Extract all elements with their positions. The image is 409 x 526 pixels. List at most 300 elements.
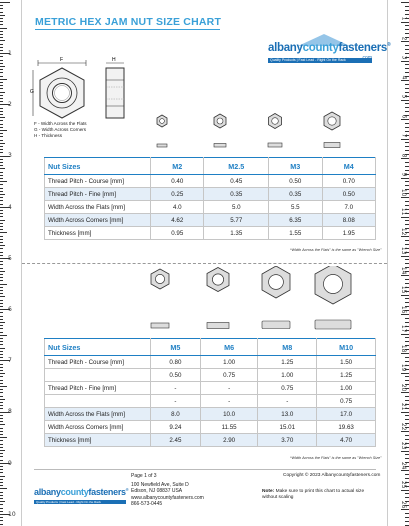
ruler-tick <box>405 107 409 108</box>
logo-wordmark: albanycountyfasteners® <box>268 42 391 54</box>
label-g: G <box>30 89 34 95</box>
column-header: M6 <box>200 339 258 356</box>
ruler-tick <box>405 435 409 436</box>
ruler-number: 22 <box>400 422 408 430</box>
ruler-tick <box>405 6 409 7</box>
ruler-tick <box>0 165 3 166</box>
ruler-tick <box>0 268 3 269</box>
table-cell: - <box>151 395 201 408</box>
ruler-tick <box>0 437 7 438</box>
ruler-tick <box>405 131 409 132</box>
ruler-tick <box>405 419 409 420</box>
column-header: M8 <box>258 339 317 356</box>
table-cell: 8.0 <box>151 408 201 421</box>
row-label: Width Across Corners [mm] <box>45 214 151 227</box>
ruler-number: 1 <box>8 50 12 57</box>
ruler-number: 23 <box>400 441 408 450</box>
ruler-tick <box>0 162 3 163</box>
ruler-tick <box>401 197 409 198</box>
ruler-number: 1 <box>400 16 408 21</box>
ruler-tick <box>0 261 3 262</box>
ruler-number: 10 <box>8 510 16 518</box>
ruler-tick <box>401 373 409 374</box>
ruler-tick <box>401 295 409 296</box>
company-address <box>131 482 204 508</box>
note-text: Make sure to print this chart to actual size without scaling <box>262 489 365 500</box>
ruler-tick <box>0 389 3 390</box>
ruler-tick <box>405 439 409 440</box>
ruler-number: 18 <box>400 344 408 352</box>
size-table-2 <box>44 338 376 447</box>
table-cell: 3.70 <box>258 434 317 447</box>
cut-line <box>22 263 387 264</box>
ruler-tick <box>0 220 5 221</box>
ruler-tick <box>405 283 409 284</box>
ruler-tick <box>0 76 3 77</box>
ruler-tick <box>405 14 409 15</box>
ruler-tick <box>405 240 409 241</box>
ruler-tick <box>0 495 3 496</box>
table-cell: 0.70 <box>322 175 376 188</box>
ruler-tick <box>0 232 7 233</box>
ruler-tick <box>0 194 5 195</box>
ruler-tick <box>0 210 3 211</box>
ruler-tick <box>405 45 409 46</box>
hex-nut-diagram <box>30 56 130 120</box>
ruler-tick <box>0 101 3 102</box>
ruler-tick <box>0 172 3 173</box>
ruler-tick <box>0 63 3 64</box>
ruler-tick <box>405 205 409 206</box>
ruler-tick <box>0 188 3 189</box>
ruler-tick <box>0 242 3 243</box>
ruler-tick <box>405 302 409 303</box>
ruler-tick <box>401 314 409 315</box>
ruler-tick <box>0 344 3 345</box>
ruler-tick <box>0 37 3 38</box>
table-cell: 1.25 <box>317 369 376 382</box>
ruler-number: 4 <box>400 75 408 79</box>
ruler-tick <box>405 201 409 202</box>
table-cell: - <box>200 395 258 408</box>
ruler-tick <box>0 399 5 400</box>
ruler-number: 21 <box>400 402 408 411</box>
ruler-tick <box>0 472 3 473</box>
print-note <box>262 489 380 501</box>
ruler-tick <box>0 229 3 230</box>
size-table-1 <box>44 157 376 240</box>
ruler-tick <box>401 217 409 218</box>
ruler-tick <box>0 431 3 432</box>
ruler-tick <box>0 5 3 6</box>
ruler-tick <box>401 431 409 432</box>
table-header-row <box>45 158 376 175</box>
table-cell: 0.35 <box>204 188 269 201</box>
ruler-number: 7 <box>8 357 12 365</box>
wrench-size-note-2: *Width Across the Flats" is the same as "Wrench Size" <box>290 456 382 460</box>
ruler-tick <box>401 158 409 159</box>
ruler-tick <box>0 492 3 493</box>
ruler-number: 6 <box>400 114 408 118</box>
ruler-tick <box>0 245 5 246</box>
table-cell: 2.45 <box>151 434 201 447</box>
ruler-tick <box>0 460 3 461</box>
ruler-tick <box>0 252 3 253</box>
ruler-tick <box>0 380 3 381</box>
table-cell: 0.40 <box>151 175 204 188</box>
ruler-tick <box>0 213 3 214</box>
nut-icon-m10 <box>315 266 351 329</box>
ruler-number: 19 <box>400 363 408 372</box>
table-row <box>45 214 376 227</box>
ruler-tick <box>0 44 3 45</box>
ruler-tick <box>401 80 409 81</box>
ruler-tick <box>0 136 3 137</box>
table-row <box>45 434 376 447</box>
ruler-number: 8 <box>400 153 408 157</box>
ruler-tick <box>0 92 5 93</box>
ruler-tick <box>0 146 3 147</box>
ruler-number: 20 <box>400 383 408 391</box>
ruler-number: 12 <box>400 227 408 235</box>
ruler-tick <box>0 226 3 227</box>
ruler-tick <box>405 84 409 85</box>
ruler-tick <box>405 49 409 50</box>
nut-sizes-header: Nut Sizes <box>45 339 151 356</box>
ruler-tick <box>405 150 409 151</box>
ruler-tick <box>405 357 409 358</box>
ruler-tick <box>0 524 3 525</box>
ruler-tick <box>401 236 409 237</box>
ruler-tick <box>0 440 3 441</box>
ruler-tick <box>0 72 3 73</box>
table-cell: 0.50 <box>269 175 322 188</box>
ruler-tick <box>405 181 409 182</box>
ruler-tick <box>0 370 3 371</box>
ruler-tick <box>405 64 409 65</box>
ruler-tick <box>0 408 3 409</box>
legend-f: F - Width Across the Flats <box>34 121 87 126</box>
ruler-number: 2 <box>400 36 408 40</box>
row-label: Width Across Corners [mm] <box>45 421 151 434</box>
ruler-tick <box>405 376 409 377</box>
ruler-tick <box>405 25 409 26</box>
ruler-tick <box>0 479 3 480</box>
ruler-tick <box>0 386 7 387</box>
ruler-tick <box>405 142 409 143</box>
row-label: Thread Pitch - Fine [mm] <box>45 382 151 395</box>
ruler-tick <box>405 454 409 455</box>
table-cell: 4.62 <box>151 214 204 227</box>
ruler-tick <box>0 191 3 192</box>
column-header: M4 <box>322 158 376 175</box>
ruler-tick <box>0 453 3 454</box>
table-row <box>45 382 376 395</box>
ruler-tick <box>405 458 409 459</box>
ruler-tick <box>401 470 409 471</box>
ruler-tick <box>401 334 409 335</box>
ruler-tick <box>0 152 3 153</box>
table-row <box>45 369 376 382</box>
table-cell: 0.95 <box>151 227 204 240</box>
ruler-tick <box>0 255 3 256</box>
ruler-tick <box>0 280 3 281</box>
ruler-tick <box>0 335 7 336</box>
table-row <box>45 421 376 434</box>
ruler-tick <box>0 328 3 329</box>
ruler-tick <box>0 85 3 86</box>
column-header: M2 <box>151 158 204 175</box>
ruler-tick <box>405 92 409 93</box>
ruler-tick <box>0 450 5 451</box>
row-label: Thickness [mm] <box>45 434 151 447</box>
ruler-tick <box>0 287 3 288</box>
ruler-tick <box>0 357 3 358</box>
ruler-tick <box>405 318 409 319</box>
table-cell: 0.75 <box>258 382 317 395</box>
footer-logo-tagline: Quality Products | Fast Lead - Right On the Rack <box>34 500 126 504</box>
ruler-tick <box>405 513 409 514</box>
ruler-tick <box>0 501 5 502</box>
ruler-tick <box>405 103 409 104</box>
table-cell: 0.25 <box>151 188 204 201</box>
page-number: Page 1 of 3 <box>131 473 157 479</box>
ruler-tick <box>0 421 3 422</box>
ruler-tick <box>0 290 3 291</box>
table-cell: 0.45 <box>204 175 269 188</box>
ruler-tick <box>0 316 3 317</box>
row-label: Width Across the Flats [mm] <box>45 201 151 214</box>
ruler-tick <box>405 220 409 221</box>
ruler-tick <box>0 184 3 185</box>
ruler-tick <box>0 12 3 13</box>
row-label <box>45 369 151 382</box>
ruler-tick <box>0 200 3 201</box>
ruler-tick <box>401 22 409 23</box>
table-cell: 0.80 <box>151 356 201 369</box>
label-f: F <box>60 57 64 63</box>
ruler-tick <box>401 41 409 42</box>
ruler-tick <box>0 95 3 96</box>
ruler-tick <box>0 373 5 374</box>
ruler-tick <box>0 293 3 294</box>
ruler-tick <box>0 181 7 182</box>
table-row <box>45 201 376 214</box>
ruler-tick <box>0 482 3 483</box>
ruler-tick <box>0 444 3 445</box>
ruler-tick <box>0 197 3 198</box>
ruler-tick <box>405 298 409 299</box>
ruler-number: 5 <box>400 94 408 99</box>
ruler-tick <box>401 392 409 393</box>
ruler-tick <box>0 511 3 512</box>
ruler-tick <box>405 53 409 54</box>
ruler-number: 17 <box>400 324 408 333</box>
ruler-tick <box>0 31 3 32</box>
ruler-number: 9 <box>400 172 408 177</box>
nut-icon-m8 <box>262 266 290 329</box>
ruler-tick <box>405 224 409 225</box>
ruler-tick <box>0 34 3 35</box>
nut-icon-m3 <box>268 114 282 148</box>
ruler-tick <box>405 162 409 163</box>
column-header: M2.5 <box>204 158 269 175</box>
brand-logo <box>258 34 391 68</box>
ruler-tick <box>0 284 7 285</box>
ruler-tick <box>405 72 409 73</box>
table-cell: 19.63 <box>317 421 376 434</box>
ruler-tick <box>0 120 3 121</box>
ruler-tick <box>0 47 3 48</box>
ruler-number: 5 <box>8 254 12 262</box>
ruler-number: 9 <box>8 459 12 467</box>
table-cell: 9.24 <box>151 421 201 434</box>
nut-icon-m5 <box>151 269 169 328</box>
ruler-tick <box>405 322 409 323</box>
ruler-tick <box>0 415 3 416</box>
table-row <box>45 175 376 188</box>
ruler-tick <box>405 244 409 245</box>
ruler-tick <box>401 451 409 452</box>
ruler-tick <box>401 61 409 62</box>
ruler-tick <box>0 428 3 429</box>
ruler-number: 8 <box>8 408 12 416</box>
ruler-tick <box>0 140 3 141</box>
table-cell: 0.50 <box>151 369 201 382</box>
table-cell: - <box>258 395 317 408</box>
ruler-number: 26 <box>400 500 408 508</box>
ruler-tick <box>0 50 3 51</box>
table-row <box>45 227 376 240</box>
ruler-tick <box>0 466 3 467</box>
ruler-tick <box>0 424 5 425</box>
ruler-tick <box>0 175 3 176</box>
ruler-tick <box>405 111 409 112</box>
ruler-tick <box>405 497 409 498</box>
ruler-tick <box>405 29 409 30</box>
ruler-tick <box>405 127 409 128</box>
ruler-tick <box>0 476 5 477</box>
ruler-tick <box>0 28 7 29</box>
ruler-tick <box>405 396 409 397</box>
ruler-tick <box>0 488 7 489</box>
ruler-tick <box>0 306 3 307</box>
row-label: Width Across the Flats [mm] <box>45 408 151 421</box>
row-label: Thread Pitch - Course [mm] <box>45 175 151 188</box>
table-cell: 7.0 <box>322 201 376 214</box>
ruler-tick <box>0 303 3 304</box>
ruler-number: 13 <box>400 246 408 255</box>
table-cell: 2.90 <box>200 434 258 447</box>
ruler-tick <box>0 383 3 384</box>
table-cell: 1.50 <box>317 356 376 369</box>
ruler-tick <box>405 517 409 518</box>
nut-icon-m2-5 <box>214 114 226 147</box>
table-cell: 0.75 <box>317 395 376 408</box>
table-row <box>45 395 376 408</box>
table-cell: 17.0 <box>317 408 376 421</box>
ruler-tick <box>0 124 3 125</box>
ruler-number: 3 <box>8 152 12 160</box>
table-cell: - <box>200 382 258 395</box>
table-cell: 5.5 <box>269 201 322 214</box>
ruler-tick <box>405 10 409 11</box>
table-row <box>45 408 376 421</box>
ruler-tick <box>0 348 5 349</box>
address-line: 100 Newfield Ave, Suite D <box>131 482 189 488</box>
website-link[interactable]: www.albanycountyfasteners.com <box>131 494 204 501</box>
ruler-tick <box>405 493 409 494</box>
ruler-tick <box>0 2 10 3</box>
ruler-tick <box>405 33 409 34</box>
row-label <box>45 395 151 408</box>
ruler-tick <box>0 402 3 403</box>
nut-icons-row-2 <box>136 266 386 334</box>
ruler-tick <box>0 143 5 144</box>
ruler-number: 14 <box>400 266 408 274</box>
table-cell: 11.55 <box>200 421 258 434</box>
ruler-tick <box>405 361 409 362</box>
ruler-tick <box>0 332 3 333</box>
ruler-tick <box>0 322 5 323</box>
logo-tagline: Quality Products | Fast Lead - Right On the Rack <box>268 58 372 63</box>
title-underline <box>35 29 220 30</box>
ruler-number: 15 <box>400 285 408 294</box>
ruler-tick <box>0 18 3 19</box>
ruler-tick <box>0 274 3 275</box>
ruler-tick <box>0 15 5 16</box>
ruler-tick <box>0 504 3 505</box>
column-header: M5 <box>151 339 201 356</box>
table-cell: 0.75 <box>200 369 258 382</box>
ruler-tick <box>405 68 409 69</box>
ruler-tick <box>405 380 409 381</box>
ruler-tick <box>401 353 409 354</box>
ruler-tick <box>0 271 5 272</box>
table-cell: 1.95 <box>322 227 376 240</box>
right-ruler <box>387 0 409 526</box>
ruler-tick <box>405 123 409 124</box>
column-header: M3 <box>269 158 322 175</box>
ruler-tick <box>0 434 3 435</box>
ruler-tick <box>401 100 409 101</box>
table-cell: 6.35 <box>269 214 322 227</box>
ruler-tick <box>0 108 3 109</box>
ruler-tick <box>0 351 3 352</box>
table-cell: 5.0 <box>204 201 269 214</box>
ruler-tick <box>0 364 3 365</box>
ruler-tick <box>0 277 3 278</box>
column-header: M10 <box>317 339 376 356</box>
ruler-tick <box>0 236 3 237</box>
footer-brand-logo <box>34 483 130 509</box>
ruler-tick <box>0 168 5 169</box>
table-cell: 1.00 <box>200 356 258 369</box>
ruler-tick <box>0 296 5 297</box>
table-cell: 8.08 <box>322 214 376 227</box>
row-label: Thread Pitch - Course [mm] <box>45 356 151 369</box>
nut-sizes-header: Nut Sizes <box>45 158 151 175</box>
ruler-tick <box>0 517 3 518</box>
ruler-tick <box>405 337 409 338</box>
ruler-number: 24 <box>400 461 408 469</box>
table-cell: - <box>151 382 201 395</box>
address-line: Edison, NJ 08837 USA <box>131 488 183 495</box>
chart-title: METRIC HEX JAM NUT SIZE CHART <box>35 16 222 28</box>
ruler-tick <box>401 509 409 510</box>
ruler-number: 10 <box>400 188 408 196</box>
ruler-tick <box>0 508 3 509</box>
